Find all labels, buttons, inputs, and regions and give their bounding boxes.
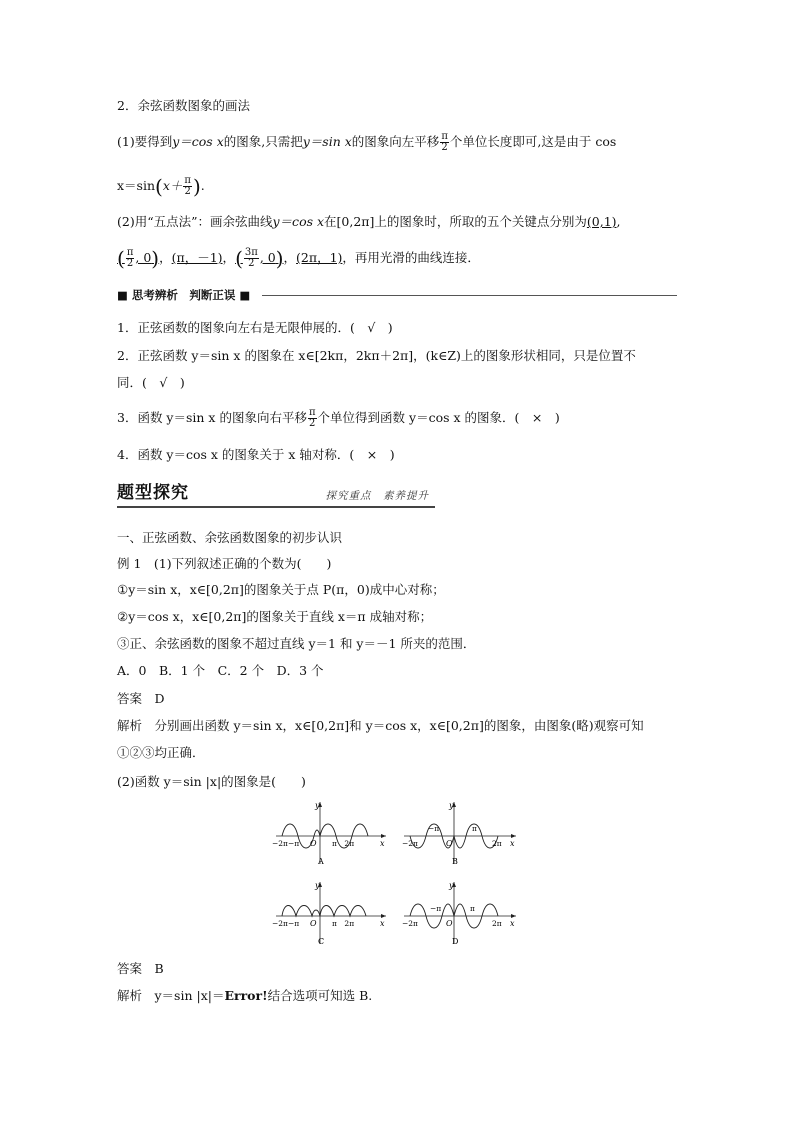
separator: ， [159,250,172,265]
think-item-1: 1．正弦函数的图象向左右是无限伸展的．( √ ) [117,320,393,335]
formula: y＝cos x [272,214,325,229]
text: , [616,214,621,229]
origin: O [446,919,453,928]
options: A．0 B．1 个 C．2 个 D．3 个 [117,663,324,678]
origin: O [310,839,317,848]
graph-a [272,801,386,866]
options-graphs [270,798,530,954]
text: 在[0,2π]上的图象时，所取的五个关键点分别为 [324,214,587,229]
text: ，再用光滑的曲线连接． [342,250,480,265]
graph-label: D [452,937,459,946]
tick-neg: −π [428,824,440,833]
ticks-left: −2π [402,839,418,848]
text: 的图象向左平移 [351,134,440,149]
axis-y: y [315,801,320,810]
key-point-1: (0,1) [586,214,617,229]
analysis-2: 解析 y＝sin |x|＝Error!结合选项可知选 B. [117,988,373,1003]
fraction: $\frac{\pi}{2}$ [441,131,448,153]
analysis-1: 解析 分别画出函数 y＝sin x，x∈[0,2π]和 y＝cos x，x∈[0,2π]的图象，由图象(略)观察可知 [117,718,644,733]
key-point-4: ( $\frac{3\pi}{2}$ , 0) [235,246,284,271]
think-section-label: ■ 思考辨析 判断正误 ■ [117,288,251,302]
graph-label: A [318,857,324,866]
key-point-2: ( $\frac{\pi}{2}$ , 0) [117,246,160,271]
text: 的图象,只需把 [223,134,303,149]
section-heading: 2．余弦函数图象的画法 [117,98,250,113]
part-heading: 一、正弦函数、余弦函数图象的初步认识 [117,530,343,545]
paragraph-2-cont [117,248,480,269]
banner-underline [117,506,435,508]
think-item-4: 4．函数 y＝cos x 的图象关于 x 轴对称．( × ) [117,447,395,462]
answer-2: 答案 B [117,961,164,976]
think-item-2-cont: 同．( √ ) [117,375,185,390]
formula: x＝sin [117,178,156,193]
statement-1: ①y＝sin x，x∈[0,2π]的图象关于点 P(π，0)成中心对称； [117,582,445,597]
ticks-left: −2π [402,919,418,928]
axis-x: x [510,839,515,848]
statement-2: ②y＝cos x，x∈[0,2π]的图象关于直线 x＝π 成轴对称； [117,609,433,624]
key-point-5: (2π，1) [296,250,343,265]
axis-y: y [449,801,454,810]
formula: y＝sin x [302,134,352,149]
analysis-1-cont: ①②③均正确． [117,745,205,760]
formula: y＝cos x [172,134,224,149]
axis-y: y [315,881,320,890]
tick-neg: −π [430,904,442,913]
paragraph-2 [117,213,621,231]
ticks-right: π 2π [332,919,355,928]
banner-subtitle: 探究重点 素养提升 [325,490,429,502]
origin: O [446,839,453,848]
answer-1: 答案 D [117,691,165,706]
think-item-2: 2．正弦函数 y＝sin x 的图象在 x∈[2kπ，2kπ＋2π]，(k∈Z)上的图象形状相同，只是位置不 [117,348,636,363]
text: . [200,178,205,193]
example-1: 例 1 (1)下列叙述正确的个数为( ) [117,556,332,571]
axis-y: y [449,881,454,890]
graph-d [402,881,516,946]
ticks-right: 2π [492,919,502,928]
graph-b [402,801,516,866]
fraction: $\frac{\pi}{2}$ [184,175,191,197]
axis-x: x [380,839,385,848]
graph-c [272,881,386,946]
key-point-3: (π，－1) [171,250,223,265]
graph-label: C [318,937,325,946]
error-marker: Error! [224,988,268,1003]
divider [262,295,677,296]
banner-title: 题型探究 [117,483,189,503]
text: (2)用“五点法”：画余弦曲线 [117,214,273,229]
separator: ， [222,250,236,265]
ticks-right: 2π [492,839,502,848]
separator: ， [283,250,297,265]
formula: x＋ [162,178,183,193]
tick-pos: π [470,904,475,913]
question-2: (2)函数 y＝sin |x|的图象是( ) [117,774,306,789]
paragraph-1 [117,132,616,153]
think-item-3: 3．函数 y＝sin x 的图象向右平移 $\frac{\pi}{2}$ 个单位得到函数 y＝cos x 的图象．( × ) [117,407,560,429]
text: (1)要得到 [117,134,173,149]
ticks-right: π 2π [332,839,355,848]
origin: O [310,919,317,928]
graph-label: B [452,857,458,866]
statement-3: ③正、余弦函数的图象不超过直线 y＝1 和 y＝－1 所夹的范围． [117,636,476,651]
paragraph-1-cont: x＝sin(x＋ $\frac{\pi}{2}$ ). [117,174,205,199]
ticks-left: −2π−π [272,919,300,928]
section-banner [117,478,435,508]
ticks-left: −2π−π [272,839,300,848]
text: 个单位长度即可,这是由于 cos [449,134,617,149]
tick-pos: π [472,824,477,833]
axis-x: x [510,919,515,928]
axis-x: x [380,919,385,928]
